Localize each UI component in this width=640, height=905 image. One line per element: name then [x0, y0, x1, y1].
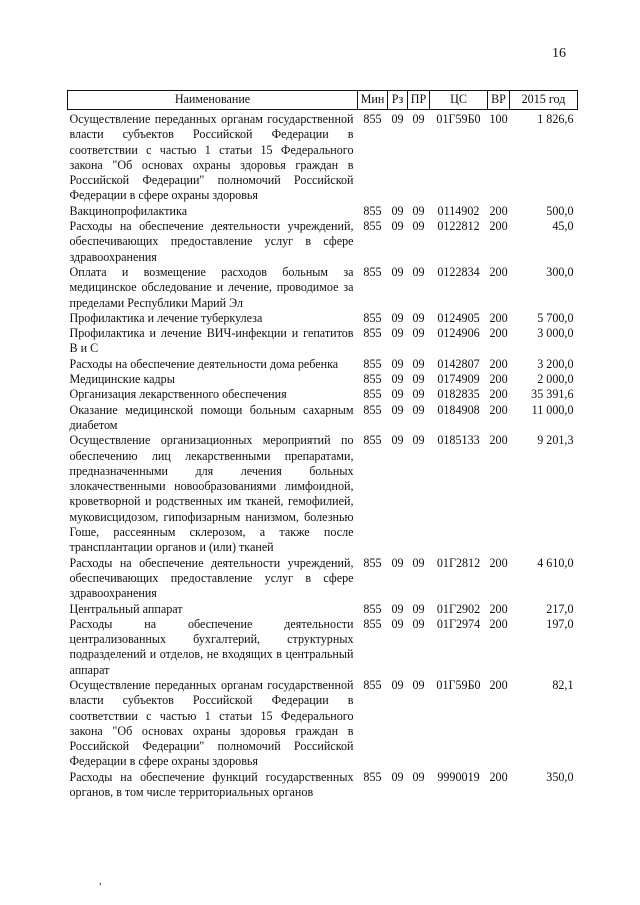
row-min: 855: [363, 310, 382, 325]
header-min: Мин: [358, 91, 388, 110]
table-row: [68, 403, 578, 434]
table-row: [68, 219, 578, 265]
row-rz: 09: [391, 356, 404, 371]
row-pr: 09: [412, 555, 425, 570]
table-row: [68, 357, 578, 372]
row-min: 855: [363, 769, 382, 784]
row-vr: 200: [489, 402, 508, 417]
row-amount: 500,0: [546, 203, 574, 218]
row-cs: 01Г59Б0: [436, 677, 481, 692]
row-min: 855: [363, 433, 382, 448]
row-rz: 09: [391, 310, 404, 325]
row-min: 855: [363, 601, 382, 616]
header-year: 2015 год: [510, 91, 578, 110]
row-min: 855: [363, 677, 382, 692]
row-name: Осуществление организационных мероприятий по обеспечению лиц лекарственными препаратами, предназначенными для лечения больных злокачественными новообразованиями лимфоидной, кроветворной и родственных им тканей, гемофилией, муковисцидозом, гипофизарным нанизмом, болезнью Гоше, рассеянным склерозом, а также после трансплантации органов и (или) тканей: [69, 433, 354, 555]
table-row: [68, 617, 578, 678]
row-cs: 0122812: [437, 219, 480, 234]
table-row: [68, 433, 578, 555]
row-min: 855: [363, 326, 382, 341]
row-amount: 350,0: [546, 769, 574, 784]
table-row: [68, 311, 578, 326]
row-name: Вакцинопрофилактика: [69, 203, 188, 218]
row-rz: 09: [391, 601, 404, 616]
row-min: 855: [363, 555, 382, 570]
header-cs: ЦС: [430, 91, 488, 110]
row-rz: 09: [391, 769, 404, 784]
row-pr: 09: [412, 402, 425, 417]
row-name: Расходы на обеспечение функций государственных органов, в том числе территориальных органов: [69, 769, 354, 800]
table-row: [68, 602, 578, 617]
row-rz: 09: [391, 372, 404, 387]
table-row: [68, 556, 578, 602]
row-amount: 3 000,0: [537, 326, 574, 341]
row-vr: 200: [489, 616, 508, 631]
table-row: [68, 387, 578, 402]
row-name: Организация лекарственного обеспечения: [69, 387, 287, 402]
row-cs: 0124905: [437, 310, 480, 325]
row-rz: 09: [391, 203, 404, 218]
row-vr: 200: [489, 677, 508, 692]
row-pr: 09: [412, 616, 425, 631]
row-cs: 9990019: [437, 769, 480, 784]
table-row: [68, 265, 578, 311]
row-pr: 09: [412, 356, 425, 371]
row-rz: 09: [391, 555, 404, 570]
table-body: [68, 110, 578, 801]
row-min: 855: [363, 264, 382, 279]
row-cs: 01Г2812: [436, 555, 481, 570]
row-min: 855: [363, 112, 382, 126]
row-cs: 0174909: [437, 372, 480, 387]
row-amount: 35 391,6: [531, 387, 574, 402]
row-pr: 09: [412, 769, 425, 784]
row-rz: 09: [391, 433, 404, 448]
row-min: 855: [363, 387, 382, 402]
row-vr: 200: [489, 555, 508, 570]
row-pr: 09: [412, 677, 425, 692]
row-cs: 0184908: [437, 402, 480, 417]
row-amount: 300,0: [546, 264, 574, 279]
row-vr: 200: [489, 769, 508, 784]
row-min: 855: [363, 372, 382, 387]
row-rz: 09: [391, 219, 404, 234]
row-rz: 09: [391, 387, 404, 402]
row-amount: 3 200,0: [537, 356, 574, 371]
row-amount: 197,0: [546, 616, 574, 631]
row-pr: 09: [412, 326, 425, 341]
row-min: 855: [363, 402, 382, 417]
row-cs: 0185133: [437, 433, 480, 448]
row-vr: 200: [489, 264, 508, 279]
row-pr: 09: [412, 601, 425, 616]
row-pr: 09: [412, 264, 425, 279]
row-cs: 0114902: [437, 203, 480, 218]
row-cs: 0142807: [437, 356, 480, 371]
row-name: Расходы на обеспечение деятельности централизованных бухгалтерий, структурных подразделений и отделов, не входящих в центральный аппарат: [69, 616, 354, 677]
row-pr: 09: [412, 433, 425, 448]
row-vr: 200: [489, 203, 508, 218]
row-name: Профилактика и лечение туберкулеза: [69, 310, 263, 325]
table-row: [68, 678, 578, 770]
stray-mark: ,: [99, 876, 102, 887]
row-name: Осуществление переданных органам государственной власти субъектов Российской Федерации в соответствии с частью 1 статьи 15 Федерального закона "Об основах охраны здоровья граждан в Российской Федерации" полномочий Российской Федерации в сфере охраны здоровья: [69, 677, 354, 769]
row-pr: 09: [412, 112, 425, 126]
row-vr: 200: [489, 387, 508, 402]
row-vr: 200: [489, 219, 508, 234]
row-name: Оплата и возмещение расходов больным за медицинское обследование и лечение, проводимое за пределами Республики Марий Эл: [69, 264, 354, 310]
table-row: [68, 204, 578, 219]
row-amount: 1 826,6: [537, 112, 574, 126]
row-amount: 5 700,0: [537, 310, 574, 325]
row-amount: 45,0: [552, 219, 574, 234]
page-number: 16: [552, 46, 566, 61]
row-vr: 200: [489, 433, 508, 448]
row-pr: 09: [412, 310, 425, 325]
row-name: Центральный аппарат: [69, 601, 183, 616]
row-pr: 09: [412, 387, 425, 402]
row-pr: 09: [412, 203, 425, 218]
row-vr: 200: [489, 601, 508, 616]
header-pr: ПР: [408, 91, 430, 110]
row-name: Осуществление переданных органам государственной власти субъектов Российской Федерации в соответствии с частью 1 статьи 15 Федерального закона "Об основах охраны здоровья граждан в Российской Федерации" полномочий Российской Федерации в сфере охраны здоровья: [69, 112, 354, 203]
row-cs: 0124906: [437, 326, 480, 341]
row-cs: 01Г2974: [436, 616, 481, 631]
table-row: [68, 372, 578, 387]
header-vr: ВР: [488, 91, 510, 110]
table-row: [68, 110, 578, 204]
table-row: [68, 770, 578, 801]
row-vr: 200: [489, 310, 508, 325]
row-amount: 4 610,0: [537, 555, 574, 570]
row-rz: 09: [391, 112, 404, 126]
row-rz: 09: [391, 264, 404, 279]
header-rz: Рз: [388, 91, 408, 110]
row-rz: 09: [391, 326, 404, 341]
row-rz: 09: [391, 677, 404, 692]
row-name: Медицинские кадры: [69, 372, 175, 387]
row-amount: 2 000,0: [537, 372, 574, 387]
row-min: 855: [363, 616, 382, 631]
row-amount: 9 201,3: [537, 433, 574, 448]
row-cs: 0122834: [437, 264, 480, 279]
row-pr: 09: [412, 219, 425, 234]
row-vr: 200: [489, 372, 508, 387]
row-amount: 11 000,0: [531, 402, 574, 417]
row-min: 855: [363, 356, 382, 371]
row-min: 855: [363, 219, 382, 234]
row-name: Оказание медицинской помощи больным сахарным диабетом: [69, 402, 354, 432]
row-name: Расходы на обеспечение деятельности учреждений, обеспечивающих предоставление услуг в сфере здравоохранения: [69, 219, 354, 264]
row-vr: 200: [489, 356, 508, 371]
budget-table: [67, 90, 578, 800]
row-rz: 09: [391, 402, 404, 417]
row-amount: 217,0: [546, 601, 574, 616]
table-row: [68, 326, 578, 357]
row-cs: 0182835: [437, 387, 480, 402]
row-name: Расходы на обеспечение деятельности учреждений, обеспечивающих предоставление услуг в сфере здравоохранения: [69, 555, 354, 601]
table-header-row: [68, 91, 578, 110]
row-min: 855: [363, 203, 382, 218]
header-name: Наименование: [68, 91, 358, 110]
row-rz: 09: [391, 616, 404, 631]
row-vr: 200: [489, 326, 508, 341]
row-name: Профилактика и лечение ВИЧ-инфекции и гепатитов В и С: [69, 326, 354, 356]
row-cs: 01Г2902: [436, 601, 481, 616]
row-pr: 09: [412, 372, 425, 387]
row-name: Расходы на обеспечение деятельности дома ребенка: [69, 356, 339, 371]
row-amount: 82,1: [552, 677, 574, 692]
row-cs: 01Г59Б0: [436, 112, 481, 126]
row-vr: 100: [489, 112, 508, 126]
